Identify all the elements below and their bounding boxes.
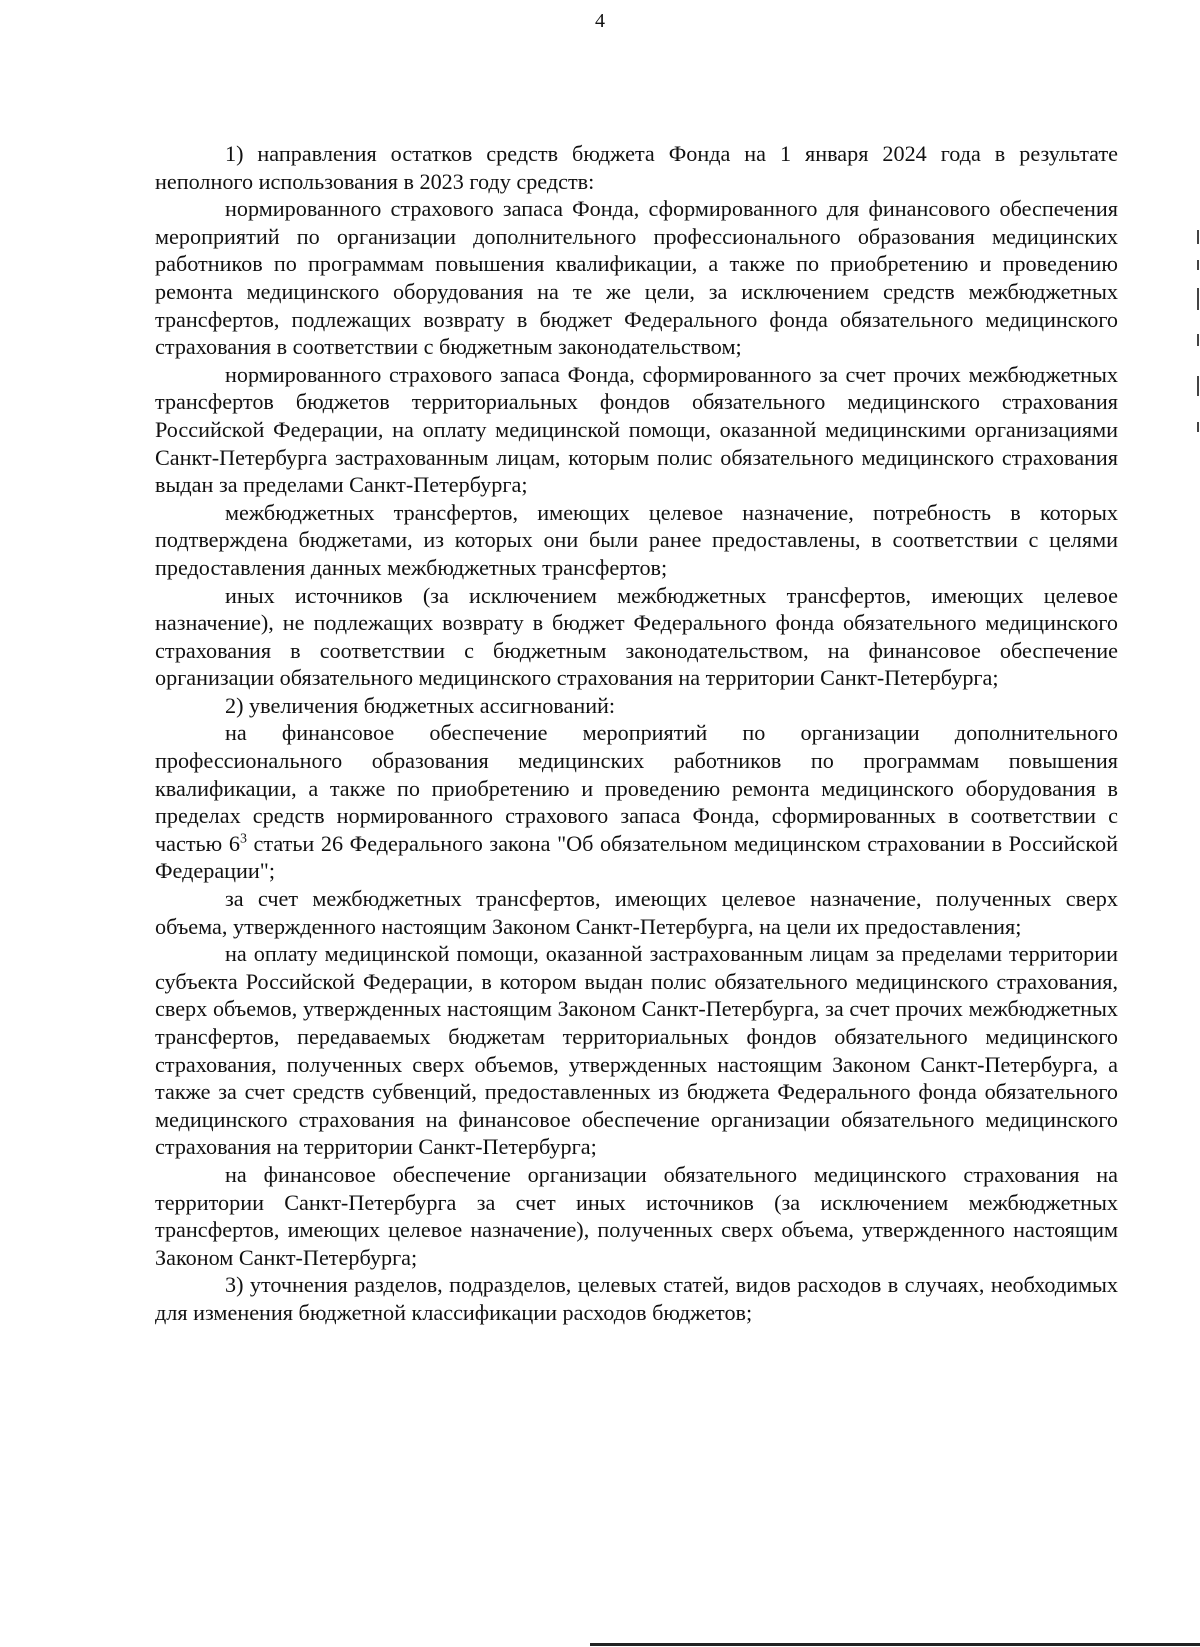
paragraph: нормированного страхового запаса Фонда, сформированного за счет прочих межбюджетных трансфертов бюджетов территориальных фондов обязательного медицинского страхования Российской Федерации, на оплату медицинской помощи, оказанной медицинскими организациями Санкт-Петербурга застрахованным лицам, которым полис обязательного медицинского страхования выдан за пределами Санкт-Петербурга; (155, 361, 1118, 498)
paragraph-text: на финансовое обеспечение мероприятий по организации дополнительного профессионального образования медицинских работников по программам повышения квалификации, а также по приобретению и проведению ремонта медицинского оборудования в пределах средств нормированного страхового запаса Фонда, сформированных в соответствии с частью 6 (155, 720, 1118, 856)
page-number: 4 (595, 10, 605, 32)
paragraph: на финансовое обеспечение организации обязательного медицинского страхования на территории Санкт-Петербурга за счет иных источников (за исключением межбюджетных трансфертов, имеющих целевое назначение), полученных сверх объема, утвержденного настоящим Законом Санкт-Петербурга; (155, 1161, 1118, 1270)
paragraph: 3) уточнения разделов, подразделов, целевых статей, видов расходов в случаях, необходимых для изменения бюджетной классификации расходов бюджетов; (155, 1272, 1118, 1325)
paragraph: иных источников (за исключением межбюджетных трансфертов, имеющих целевое назначение), не подлежащих возврату в бюджет Федерального фонда обязательного медицинского страхования в соответствии с бюджетным законодательством, на финансовое обеспечение организации обязательного медицинского страхования на территории Санкт-Петербурга; (155, 582, 1118, 691)
paragraph: 2) увеличения бюджетных ассигнований: (225, 692, 616, 718)
document-body (155, 140, 1118, 1327)
paragraph-with-superscript (155, 719, 1118, 885)
scan-bottom-edge (590, 1643, 1200, 1646)
superscript: 3 (239, 831, 247, 847)
scan-edge-marks (1196, 230, 1200, 490)
paragraph: нормированного страхового запаса Фонда, сформированного для финансового обеспечения мероприятий по организации дополнительного профессионального образования медицинских работников по программам повышения квалификации, а также по приобретению и проведению ремонта медицинского оборудования на те же цели, за исключением средств межбюджетных трансфертов, подлежащих возврату в бюджет Федерального фонда обязательного медицинского страхования в соответствии с бюджетным законодательством; (155, 196, 1118, 360)
paragraph: на оплату медицинской помощи, оказанной застрахованным лицам за пределами территории субъекта Российской Федерации, в котором выдан полис обязательного медицинского страхования, сверх объемов, утвержденных настоящим Законом Санкт-Петербурга, за счет прочих межбюджетных трансфертов, передаваемых бюджетам территориальных фондов обязательного медицинского страхования, полученных сверх объемов, утвержденных настоящим Законом Санкт-Петербурга, а также за счет средств субвенций, предоставленных из бюджета Федерального фонда обязательного медицинского страхования на финансовое обеспечение организации обязательного медицинского страхования на территории Санкт-Петербурга; (155, 941, 1118, 1160)
paragraph: за счет межбюджетных трансфертов, имеющих целевое назначение, полученных сверх объема, утвержденного настоящим Законом Санкт-Петербурга, на цели их предоставления; (155, 886, 1118, 939)
paragraph: 1) направления остатков средств бюджета Фонда на 1 января 2024 года в результате неполного использования в 2023 году средств: (155, 141, 1118, 194)
paragraph-text: статьи 26 Федерального закона "Об обязательном медицинском страховании в Российской Федерации"; (155, 830, 1118, 884)
paragraph: межбюджетных трансфертов, имеющих целевое назначение, потребность в которых подтверждена бюджетами, из которых они были ранее предоставлены, в соответствии с целями предоставления данных межбюджетных трансфертов; (155, 499, 1118, 580)
